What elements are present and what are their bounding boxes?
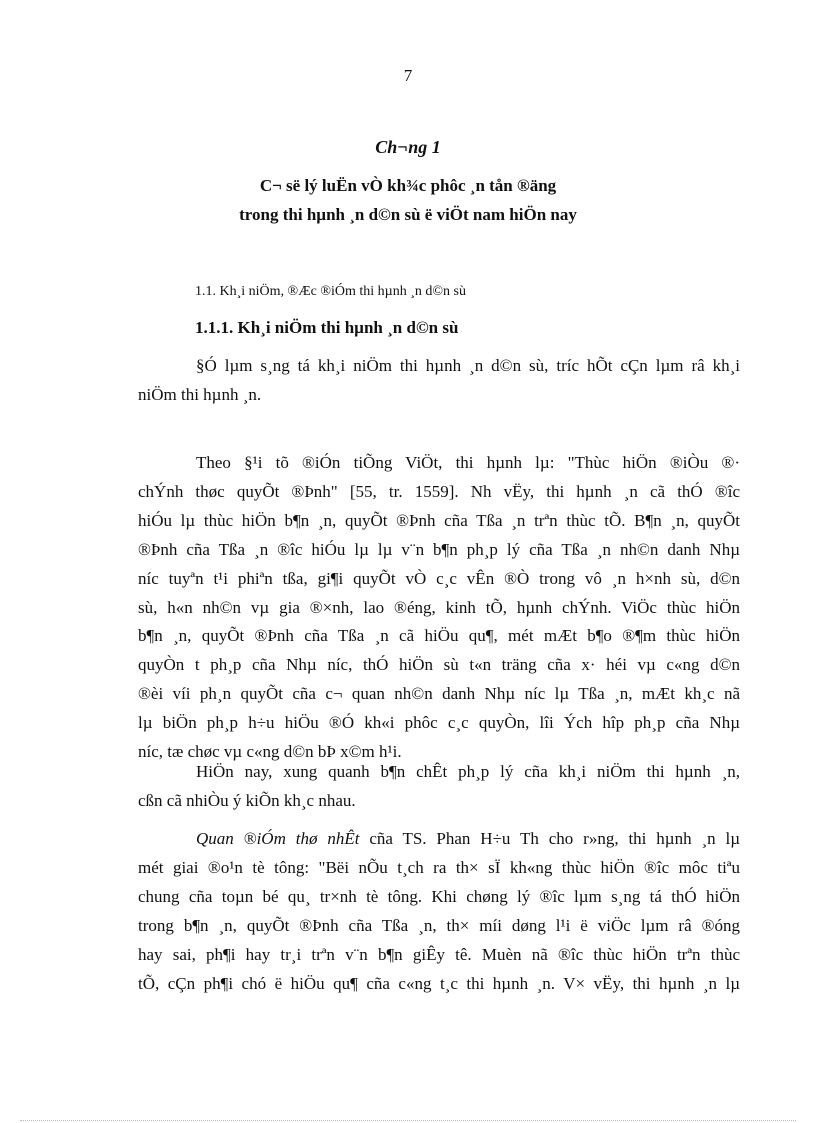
text-line: b¶n ¸n, quyÕt ®Þnh cña Tßa ¸n cã hiÖu qu¶, mét mÆt b¶o ®¶m thùc hiÖn bbox=[138, 626, 740, 646]
text-line: níc tuyªn t¹i phiªn tßa, gi¶i quyÕt vÒ c¸c vÊn ®Ò trong vô ¸n h×nh sù, d©n bbox=[138, 568, 740, 588]
section-heading-1-1-1: 1.1.1. Kh¸i niÖm thi hµnh ¸n d©n sù bbox=[195, 318, 459, 337]
text-line: HiÖn nay, xung quanh b¶n chÊt ph¸p lý cña kh¸i niÖm thi hµnh ¸n, bbox=[196, 762, 740, 781]
text-line: §Ó lµm s¸ng tá kh¸i niÖm thi hµnh ¸n d©n sù, tríc hÕt cÇn lµm râ kh¸i bbox=[196, 356, 740, 375]
text-line bbox=[138, 825, 740, 854]
emphasis-text: Quan ®iÓm thø nhÊt bbox=[196, 829, 360, 848]
chapter-heading-line-1: C¬ së lý luËn vÒ kh¾c phôc ¸n tån ®äng bbox=[259, 176, 557, 195]
text-line: sù, h«n nh©n vµ gia ®×nh, lao ®éng, kinh tÕ, hµnh chÝnh. ViÖc thùc hiÖn bbox=[138, 597, 740, 617]
page-bottom-divider bbox=[20, 1120, 796, 1121]
text-line: mét giai ®o¹n tè tông: "Bëi nÕu t¸ch ra th× sÏ kh«ng thùc hiÖn ®îc môc tiªu bbox=[138, 857, 740, 877]
section-heading-1-1: 1.1. Kh¸i niÖm, ®Æc ®iÓm thi hµnh ¸n d©n sù bbox=[195, 284, 466, 299]
text-line: hiÓu lµ thùc hiÖn b¶n ¸n, quyÕt ®Þnh cña Tßa ¸n trªn thùc tÕ. B¶n ¸n, quyÕt bbox=[138, 510, 740, 530]
paragraph-3 bbox=[138, 758, 740, 816]
text-line: níc, tæ chøc vµ c«ng d©n bÞ x©m h¹i. bbox=[138, 742, 402, 762]
text-line: quyÒn t ph¸p cña Nhµ níc, thÓ hiÖn sù t«n träng cña x· héi vµ c«ng d©n bbox=[138, 655, 740, 675]
text-line: ®Þnh cña Tßa ¸n ®îc hiÓu lµ lµ v¨n b¶n ph¸p lý cña Tßa ¸n nh©n danh Nhµ bbox=[138, 539, 740, 559]
text-line: tÕ, cÇn ph¶i chó ë hiÖu qu¶ cña c«ng t¸c thi hµnh ¸n. V× vËy, thi hµnh ¸n lµ bbox=[138, 973, 740, 993]
text-line: niÖm thi hµnh ¸n. bbox=[138, 384, 262, 404]
text-fragment: cña TS. Phan H÷u Th cho r»ng, thi hµnh ¸n lµ bbox=[359, 829, 740, 848]
text-line: ®èi víi ph¸n quyÕt cña c¬ quan nh©n danh Nhµ níc lµ Tßa ¸n, mÆt kh¸c nã bbox=[138, 684, 740, 704]
text-line: Theo §¹i tõ ®iÓn tiÕng ViÖt, thi hµnh lµ: "Thùc hiÖn ®iÒu ®· bbox=[196, 453, 740, 472]
paragraph-1 bbox=[138, 352, 740, 410]
text-line: cßn cã nhiÒu ý kiÕn kh¸c nhau. bbox=[138, 790, 356, 810]
text-line: chÝnh thøc quyÕt ®Þnh" [55, tr. 1559]. Nh vËy, thi hµnh ¸n cã thÓ ®îc bbox=[138, 481, 740, 501]
paragraph-4 bbox=[138, 825, 740, 998]
page-number: 7 bbox=[403, 66, 413, 85]
text-line: chung cña toµn bé qu¸ tr×nh tè tông. Khi chøng lý ®îc lµm s¸ng tá thÓ hiÖn bbox=[138, 886, 740, 906]
chapter-heading-line-2: trong thi hµnh ¸n d©n sù ë viÖt nam hiÖn nay bbox=[239, 205, 577, 224]
text-line: lµ biÖn ph¸p h÷u hiÖu ®Ó kh«i phôc c¸c quyÒn, lîi Ých hîp ph¸p cña Nhµ bbox=[138, 713, 740, 733]
paragraph-2 bbox=[138, 449, 740, 767]
chapter-title: Ch¬ng 1 bbox=[375, 137, 441, 157]
text-line: trong b¶n ¸n, quyÕt ®Þnh cña Tßa ¸n, th× míi døng l¹i ë viÖc lµm râ ®óng bbox=[138, 915, 740, 935]
text-line: hay sai, ph¶i hay tr¸i trªn v¨n b¶n giÊy tê. Muèn nã ®îc thùc hiÖn trªn thùc bbox=[138, 944, 740, 964]
